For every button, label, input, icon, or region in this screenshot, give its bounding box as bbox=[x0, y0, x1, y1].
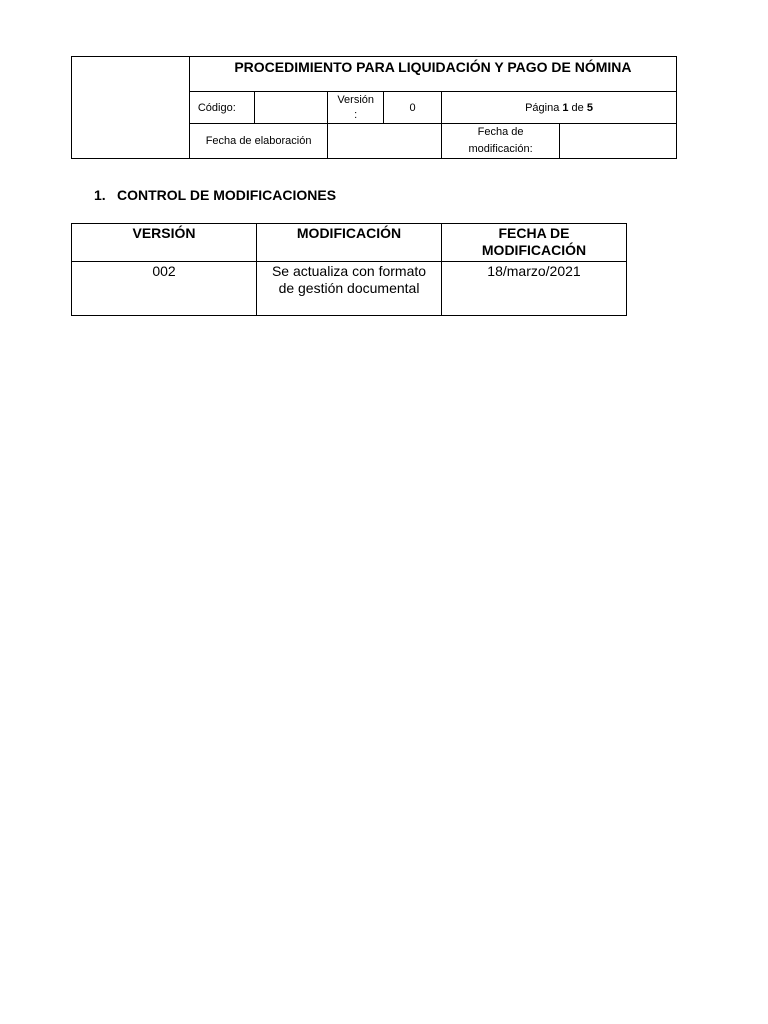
cell-fecha: 18/marzo/2021 bbox=[442, 262, 627, 316]
version-label-line2: : bbox=[354, 108, 358, 121]
modifications-table bbox=[71, 223, 627, 316]
codigo-value bbox=[254, 92, 328, 124]
version-label-line1: Versión bbox=[337, 93, 375, 106]
page-current: 1 bbox=[562, 101, 569, 114]
page-total: 5 bbox=[586, 101, 593, 114]
version-value: 0 bbox=[384, 92, 442, 124]
codigo-label: Código: bbox=[189, 92, 254, 124]
column-header-fecha-line2: MODIFICACIÓN bbox=[481, 242, 587, 258]
page-indicator bbox=[442, 92, 677, 124]
document-title: PROCEDIMIENTO PARA LIQUIDACIÓN Y PAGO DE NÓMINA bbox=[189, 57, 676, 92]
section-title: CONTROL DE MODIFICACIONES bbox=[117, 187, 337, 203]
fecha-modificacion-label-line2: modificación: bbox=[468, 143, 533, 155]
column-header-fecha bbox=[442, 224, 627, 262]
document-header-table bbox=[71, 56, 677, 159]
table-header-row bbox=[72, 224, 627, 262]
page-indicator-of: de bbox=[568, 101, 587, 114]
cell-modificacion-line2: de gestión documental bbox=[278, 280, 420, 296]
table-row bbox=[72, 262, 627, 316]
fecha-modificacion-label bbox=[442, 124, 560, 159]
column-header-version: VERSIÓN bbox=[72, 224, 257, 262]
cell-modificacion-line1: Se actualiza con formato bbox=[271, 263, 427, 279]
column-header-fecha-line1: FECHA DE bbox=[498, 225, 570, 241]
section-heading bbox=[94, 187, 336, 203]
section-number: 1. bbox=[94, 187, 106, 203]
page-indicator-prefix: Página bbox=[525, 101, 563, 114]
version-label bbox=[328, 92, 384, 124]
logo-cell bbox=[72, 57, 190, 159]
fecha-elaboracion-value bbox=[328, 124, 442, 159]
fecha-elaboracion-label: Fecha de elaboración bbox=[189, 124, 328, 159]
cell-version: 002 bbox=[72, 262, 257, 316]
cell-modificacion bbox=[257, 262, 442, 316]
fecha-modificacion-value bbox=[560, 124, 677, 159]
column-header-modificacion: MODIFICACIÓN bbox=[257, 224, 442, 262]
fecha-modificacion-label-line1: Fecha de bbox=[477, 126, 524, 138]
